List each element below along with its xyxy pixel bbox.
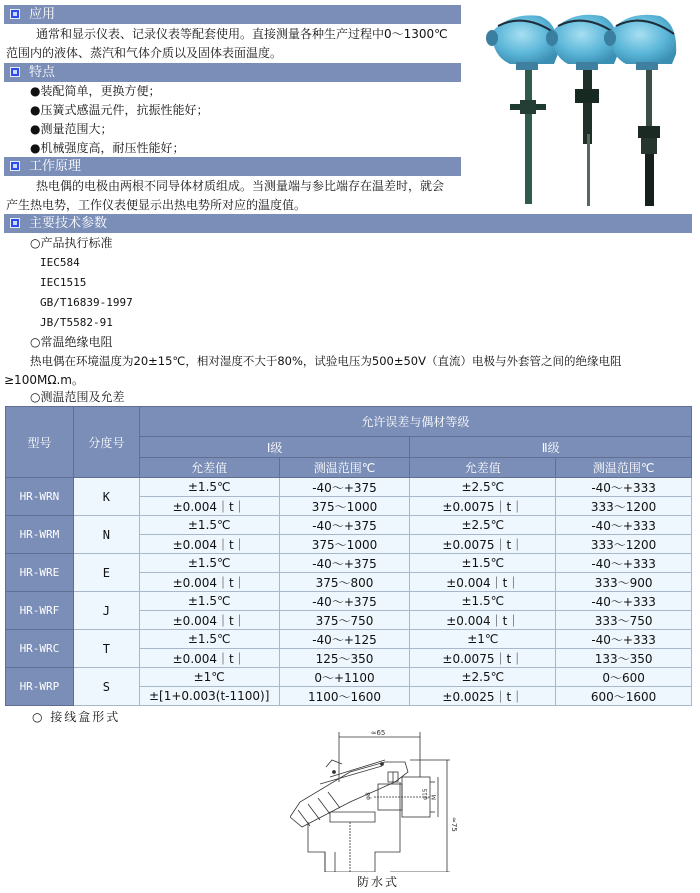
class2-tolerance-cell: ±1.5℃ — [410, 554, 556, 573]
dim-d2-label: φ15 — [422, 788, 429, 800]
section-header-features — [4, 63, 461, 82]
class2-range-cell: -40～+333 — [556, 478, 692, 497]
thermocouple-probe-3 — [604, 15, 676, 206]
class1-tolerance-cell: ±0.004｜t｜ — [139, 573, 279, 592]
class1-range-cell: -40～+375 — [279, 592, 410, 611]
section-title: 主要技术参数 — [29, 216, 108, 231]
class2-range-cell: 333～1200 — [556, 497, 692, 516]
header-class-2: Ⅱ级 — [410, 437, 692, 458]
table-row — [6, 516, 692, 535]
class2-tolerance-cell: ±0.004｜t｜ — [410, 573, 556, 592]
header-graduation: 分度号 — [73, 407, 139, 478]
class2-range-cell: 0～600 — [556, 668, 692, 687]
section-title: 应用 — [29, 7, 56, 22]
class2-tolerance-cell: ±2.5℃ — [410, 516, 556, 535]
class2-tolerance-cell: ±1.5℃ — [410, 592, 556, 611]
standard-item: GB/T16839-1997 — [40, 296, 133, 309]
header-model: 型号 — [6, 407, 74, 478]
class1-tolerance-cell: ±1.5℃ — [139, 554, 279, 573]
thermocouple-probe-1 — [486, 15, 558, 204]
class2-tolerance-cell: ±0.0025｜t｜ — [410, 687, 556, 706]
standard-item: JB/T5582-91 — [40, 316, 113, 329]
class2-tolerance-cell: ±0.0075｜t｜ — [410, 649, 556, 668]
feature-item: ●机械强度高，耐压性能好； — [30, 141, 185, 155]
table-row — [6, 630, 692, 649]
model-cell: HR-WRP — [6, 668, 74, 706]
section-header-specs — [4, 214, 692, 233]
junction-box-heading: ○ 接线盒形式 — [32, 710, 121, 724]
class1-tolerance-cell: ±1℃ — [139, 668, 279, 687]
feature-item: ●压簧式感温元件，抗振性能好； — [30, 103, 209, 117]
section-bullet-icon — [10, 9, 20, 19]
application-text-line-2: 范围内的液体、蒸汽和气体介质以及固体表面温度。 — [6, 46, 283, 60]
standards-heading: ○产品执行标准 — [30, 236, 113, 250]
junction-box-drawing — [290, 722, 470, 872]
table-row — [6, 478, 692, 497]
section-title: 工作原理 — [29, 159, 82, 174]
class2-tolerance-cell: ±2.5℃ — [410, 668, 556, 687]
application-text-line-1: 通常和显示仪表、记录仪表等配套使用。直接测量各种生产过程中0～1300℃ — [36, 27, 448, 41]
model-cell: HR-WRF — [6, 592, 74, 630]
standard-item: IEC1515 — [40, 276, 87, 289]
table-row — [6, 554, 692, 573]
graduation-cell: T — [73, 630, 139, 668]
class1-tolerance-cell: ±1.5℃ — [139, 478, 279, 497]
insulation-heading: ○常温绝缘电阻 — [30, 335, 113, 349]
class2-tolerance-cell: ±2.5℃ — [410, 478, 556, 497]
model-cell: HR-WRE — [6, 554, 74, 592]
header-class-2-range: 测温范围℃ — [556, 458, 692, 478]
section-bullet-icon — [10, 218, 20, 228]
thermocouple-photo — [470, 4, 698, 210]
principle-text-line-2: 产生热电势，工作仪表便显示出热电势所对应的温度值。 — [6, 198, 307, 212]
class1-range-cell: 0～+1100 — [279, 668, 410, 687]
graduation-cell: S — [73, 668, 139, 706]
section-header-principle — [4, 157, 461, 176]
class1-range-cell: -40～+375 — [279, 478, 410, 497]
section-bullet-icon — [10, 161, 20, 171]
dim-d1-label: φ8 — [365, 792, 372, 800]
class2-range-cell: -40～+333 — [556, 554, 692, 573]
feature-item: ●装配简单，更换方便； — [30, 84, 161, 98]
class2-range-cell: -40～+333 — [556, 592, 692, 611]
dim-height-label: ≈75 — [450, 817, 458, 832]
tolerance-table — [5, 406, 692, 706]
class1-tolerance-cell: ±1.5℃ — [139, 630, 279, 649]
class2-tolerance-cell: ±1℃ — [410, 630, 556, 649]
model-cell: HR-WRC — [6, 630, 74, 668]
dim-width-label: ≈65 — [370, 729, 386, 737]
section-title: 特点 — [29, 65, 56, 80]
class1-tolerance-cell: ±0.004｜t｜ — [139, 649, 279, 668]
table-row — [6, 592, 692, 611]
section-bullet-icon — [10, 67, 20, 77]
section-header-application — [4, 5, 461, 24]
class2-range-cell: -40～+333 — [556, 516, 692, 535]
class2-range-cell: 333～750 — [556, 611, 692, 630]
junction-box-caption: 防水式 — [357, 875, 400, 889]
header-class-2-tolerance: 允差值 — [410, 458, 556, 478]
standard-item: IEC584 — [40, 256, 80, 269]
class2-tolerance-cell: ±0.0075｜t｜ — [410, 497, 556, 516]
header-class-1: Ⅰ级 — [139, 437, 410, 458]
header-class-1-tolerance: 允差值 — [139, 458, 279, 478]
class1-range-cell: 375～1000 — [279, 497, 410, 516]
class1-range-cell: 375～1000 — [279, 535, 410, 554]
range-heading: ○测温范围及允差 — [30, 390, 125, 404]
class1-range-cell: 125～350 — [279, 649, 410, 668]
class1-range-cell: -40～+375 — [279, 554, 410, 573]
class2-tolerance-cell: ±0.0075｜t｜ — [410, 535, 556, 554]
class2-range-cell: 333～1200 — [556, 535, 692, 554]
graduation-cell: J — [73, 592, 139, 630]
class1-tolerance-cell: ±[1+0.003(t-1100)] — [139, 687, 279, 706]
class2-range-cell: -40～+333 — [556, 630, 692, 649]
class2-range-cell: 133～350 — [556, 649, 692, 668]
class1-range-cell: -40～+375 — [279, 516, 410, 535]
class1-range-cell: 1100～1600 — [279, 687, 410, 706]
insulation-text-line-2: ≥100MΩ.m。 — [4, 373, 84, 387]
feature-item: ●测量范围大； — [30, 122, 113, 136]
principle-text-line-1: 热电偶的电极由两根不同导体材质组成。当测量端与参比端存在温差时，就会 — [36, 179, 445, 193]
class2-range-cell: 600～1600 — [556, 687, 692, 706]
class2-tolerance-cell: ±0.004｜t｜ — [410, 611, 556, 630]
dim-thread-label: M — [431, 794, 438, 800]
graduation-cell: N — [73, 516, 139, 554]
class1-tolerance-cell: ±0.004｜t｜ — [139, 497, 279, 516]
class1-range-cell: 375～800 — [279, 573, 410, 592]
graduation-cell: K — [73, 478, 139, 516]
class1-tolerance-cell: ±1.5℃ — [139, 516, 279, 535]
class1-range-cell: 375～750 — [279, 611, 410, 630]
header-class-1-range: 测温范围℃ — [279, 458, 410, 478]
model-cell: HR-WRN — [6, 478, 74, 516]
class1-tolerance-cell: ±1.5℃ — [139, 592, 279, 611]
header-tolerance-group: 允许误差与偶材等级 — [139, 407, 691, 437]
insulation-text-line-1: 热电偶在环境温度为20±15℃，相对湿度不大于80%，试验电压为500±50V（直流）电极与外套管之间的绝缘电阻 — [30, 354, 622, 368]
class1-tolerance-cell: ±0.004｜t｜ — [139, 535, 279, 554]
graduation-cell: E — [73, 554, 139, 592]
class1-range-cell: -40～+125 — [279, 630, 410, 649]
class2-range-cell: 333～900 — [556, 573, 692, 592]
table-row — [6, 668, 692, 687]
class1-tolerance-cell: ±0.004｜t｜ — [139, 611, 279, 630]
model-cell: HR-WRM — [6, 516, 74, 554]
